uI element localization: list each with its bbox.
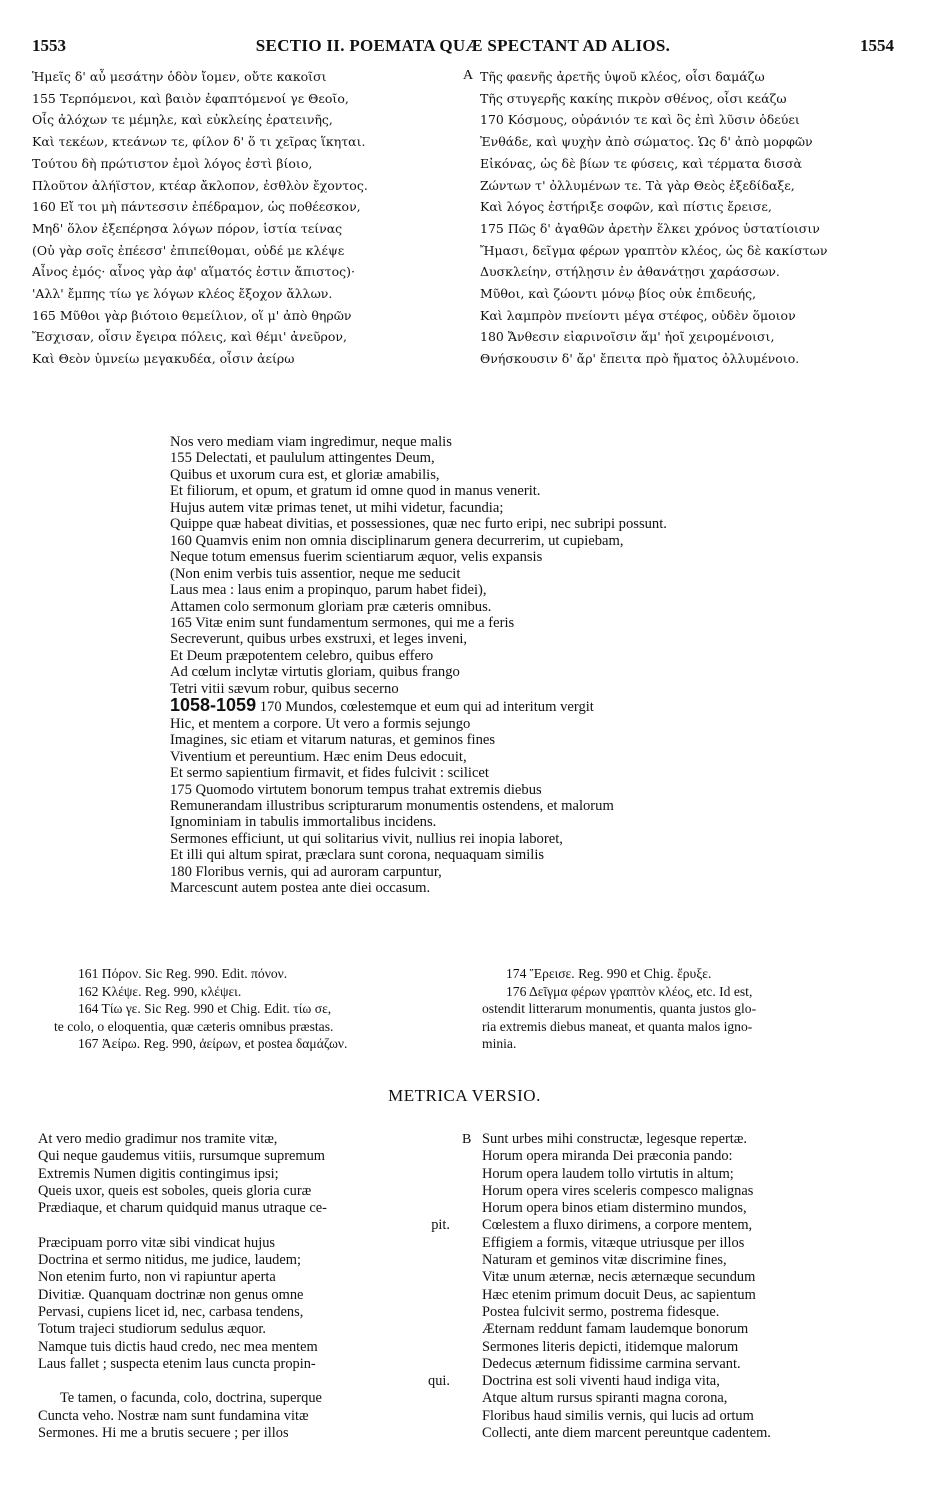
metric-left-line: Præcipuam porro vitæ sibi vindicat hujus: [38, 1234, 276, 1251]
metric-right-line: Floribus haud similis vernis, qui lucis ad ortum: [482, 1407, 754, 1424]
metric-right-line: Collecti, ante diem marcent pereuntque cadentem.: [482, 1425, 771, 1442]
greek-right-line: Θνήσκουσιν δ' ἄρ' ἔπειτα πρὸ ἤματος ὀλλυμένοιο.: [480, 351, 800, 367]
metric-left-line: Queis uxor, queis est soboles, queis gloria curæ: [38, 1182, 312, 1199]
metric-right-line: Hæc etenim primum docuit Deus, ac sapientum: [482, 1286, 756, 1303]
metric-left-line: Extremis Numen digitis contingimus ipsi;: [38, 1165, 279, 1182]
latin-line: Quibus et uxorum cura est, et gloriæ amabilis,: [170, 466, 440, 483]
greek-left-line: 160 Εἴ τοι μὴ πάντεσσιν ἐπέδραμον, ὡς ποθέεσκον,: [32, 199, 361, 215]
section-heading: SECTIO II. POEMATA QUÆ SPECTANT AD ALIOS.: [255, 36, 671, 55]
latin-line: Et Deum præpotentem celebro, quibus effero: [170, 647, 434, 664]
greek-left-line: (Οὐ γὰρ σοῖς ἐπέεσσ' ἐπιπείθομαι, οὐδέ με κλέψε: [32, 242, 345, 258]
notes-right-line: 176 Δεῖγμα φέρων γραπτὸν κλέος, etc. Id est,: [506, 983, 753, 999]
metric-left-line: Divitiæ. Quanquam doctrinæ non genus omne: [38, 1286, 304, 1303]
footnotes-right: [482, 965, 902, 1053]
latin-line: Hujus autem vitæ primas tenet, ut mihi videtur, facundia;: [170, 499, 504, 516]
metric-left-line: Namque tuis dictis haud credo, nec mea mentem: [38, 1338, 318, 1355]
latin-line: (Non enim verbis tuis assentior, neque me seducit: [170, 565, 461, 582]
greek-right-line: Δυσκλείην, στήλῃσιν ἐν ἀθανάτῃσι χαράσσων.: [480, 264, 780, 280]
metric-right-line: Æternam reddunt famam laudemque bonorum: [482, 1321, 749, 1338]
notes-right-line: 174 Ἔρεισε. Reg. 990 et Chig. ἔρυξε.: [506, 966, 712, 981]
latin-line: Viventium et pereuntium. Hæc enim Deus edocuit,: [170, 748, 467, 765]
greek-right-line: Καὶ λόγος ἐστήριξε σοφῶν, καὶ πίστις ἔρεισε,: [480, 199, 772, 215]
greek-left-line: Πλοῦτον ἀλήϊστον, κτέαρ ἄκλοπον, ἐσθλὸν ἔχοντος.: [32, 177, 368, 193]
latin-line: Attamen colo sermonum gloriam præ cæteris omnibus.: [170, 598, 492, 615]
latin-translation: [170, 434, 870, 897]
notes-right-line: ostendit litterarum monumentis, quanta justos glo-: [482, 1001, 757, 1016]
greek-right-line: Ἤμασι, δεῖγμα φέρων γραπτὸν κλέος, ὡς δὲ κακίστων: [480, 242, 828, 258]
metric-right-line: Horum opera binos etiam disterminο mundos,: [482, 1200, 747, 1217]
margin-letter-b: B: [462, 1132, 472, 1147]
metric-left-line: Pervasi, cupiens licet id, nec, carbasa tendens,: [38, 1303, 304, 1320]
latin-line: Remunerandam illustribus scripturarum monumentis ostendens, et malorum: [170, 797, 614, 814]
metric-left-line: Prædiaque, et charum quidquid manus utraque ce-: [38, 1200, 327, 1217]
greek-text-left-column: [32, 66, 457, 370]
greek-right-line: Εἰκόνας, ὡς δὲ βίων τε φύσεις, καὶ τέρματα δισσὰ: [480, 155, 802, 171]
latin-line: Tetri vitii sævum robur, quibus secerno: [170, 680, 399, 697]
metric-left-line: Te tamen, o facunda, colo, doctrina, superque: [60, 1390, 322, 1407]
notes-left-line: 161 Πόρον. Sic Reg. 990. Edit. πόνον.: [78, 966, 288, 981]
metric-right-line: Sermones literis depicti, itidemque malorum: [482, 1338, 739, 1355]
greek-text-right-column: [480, 66, 900, 370]
metric-left-line: Totum trajeci studiorum sedulus æquor.: [38, 1321, 267, 1338]
latin-line: Sermones efficiunt, ut qui solitarius vivit, nullius rei inopia laboret,: [170, 830, 563, 847]
latin-line: Et sermo sapientium firmavit, et fides fulcivit : scilicet: [170, 765, 489, 782]
greek-right-line: Καὶ λαμπρὸν πνείοντι μέγα στέφος, οὐδὲν ὅμοιον: [480, 307, 796, 323]
metric-left-line: Cuncta veho. Nostræ nam sunt fundamina vitæ: [38, 1407, 309, 1424]
greek-right-line: Ζώντων τ' ὀλλυμένων τε. Τὰ γὰρ Θεὸς ἐξεδίδαξε,: [480, 177, 795, 193]
greek-left-line: 'Αλλ' ἔμπης τίω γε λόγων κλέος ἔξοχον ἄλλων.: [32, 286, 333, 302]
greek-left-line: Ἡμεῖς δ' αὖ μεσάτην ὁδὸν ἴομεν, οὔτε κακοῖσι: [32, 69, 327, 84]
greek-right-line: 175 Πῶς δ' ἀγαθῶν ἀρετὴν ἕλκει χρόνος ὑστατίοισιν: [480, 220, 820, 236]
greek-left-line: Καὶ Θεὸν ὑμνείω μεγακυδέα, οἷσιν ἀείρω: [32, 351, 295, 367]
metric-left-line: pit.: [431, 1217, 450, 1234]
metric-right-line: Dedecus æternum fidissime carmina servant.: [482, 1355, 741, 1372]
greek-right-line: 180 Ἄνθεσιν εἰαρινοῖσιν ἅμ' ἠοῖ χειρομένοισι,: [480, 329, 775, 345]
latin-line: Et filiorum, et opum, et gratum id omne quod in manus venerit.: [170, 483, 541, 500]
page-number-left: 1553: [32, 36, 66, 55]
metric-right-line: Atque altum rursus spiranti magna corona,: [482, 1390, 728, 1407]
metrical-version-right: [482, 1131, 902, 1442]
metric-right-line: Sunt urbes mihi constructæ, legesque repertæ.: [482, 1131, 747, 1147]
greek-left-line: 165 Μῦθοι γὰρ βιότοιο θεμείλιον, οἵ μ' ἀπὸ θηρῶν: [32, 307, 352, 323]
footnotes-left: [54, 965, 464, 1053]
metric-right-line: Horum opera miranda Dei præconia pando:: [482, 1148, 733, 1165]
metric-right-line: Cœlestem a fluxo dirimens, a corpore mentem,: [482, 1217, 753, 1234]
metric-right-line: Effigiem a formis, vitæque utriusque per illos: [482, 1234, 745, 1251]
greek-right-line: Τῆς στυγερῆς κακίης πικρὸν σθένος, οἷσι κεάζω: [480, 90, 787, 106]
latin-line: Neque totum emensus fuerim scientiarum æquor, velis expansis: [170, 549, 543, 566]
notes-right-line: ria extremis diebus maneat, et quanta malos igno-: [482, 1018, 753, 1034]
margin-letter-a: A: [463, 68, 474, 83]
latin-line: Laus mea : laus enim a propinquo, parum habet fidei),: [170, 582, 487, 599]
notes-left-line: 162 Κλέψε. Reg. 990, κλέψει.: [78, 983, 242, 999]
page-number-right: 1554: [860, 36, 894, 55]
column-number: 1058-1059: [170, 695, 257, 716]
metrica-versio-title: METRICA VERSIO.: [388, 1086, 541, 1105]
metric-right-line: Horum opera laudem tollo virtutis in altum;: [482, 1165, 734, 1182]
latin-line: Marcescunt autem postea ante diei occasum.: [170, 880, 431, 897]
metrical-version-left: [38, 1131, 458, 1442]
greek-left-line: Ἔσχισαν, οἷσιν ἔγειρα πόλεις, καὶ θέμι' ἀνεῦρον,: [32, 329, 347, 345]
latin-line: Secreverunt, quibus urbes exstruxi, et leges inveni,: [170, 631, 468, 648]
latin-line: Imagines, sic etiam et vitarum naturas, et geminos fines: [170, 732, 496, 749]
metric-left-line: Qui neque gaudemus vitiis, rursumque supremum: [38, 1148, 325, 1165]
greek-left-line: Αἶνος ἐμός· αἶνος γὰρ ἀφ' αἵματός ἐστιν ἄπιστος)·: [32, 264, 355, 280]
greek-right-line: Τῆς φαενῆς ἀρετῆς ὑψοῦ κλέος, οἷσι δαμάζω: [480, 69, 765, 84]
metric-right-line: Doctrina est soli viventi haud indiga vita,: [482, 1373, 720, 1390]
metric-right-line: Postea fulcivit sermo, postrema fidesque.: [482, 1303, 720, 1320]
latin-line: Quippe quæ habeat divitias, et possessiones, quæ nec furto eripi, nec subripi possunt.: [170, 516, 667, 533]
metric-right-line: Vitæ unum æternæ, necis æternæque secundum: [482, 1269, 756, 1286]
metric-left-line: Sermones. Hi me a brutis secuere ; per illos: [38, 1425, 289, 1442]
greek-right-line: 170 Κόσμους, οὐράνιόν τε καὶ ὃς ἐπὶ λῦσιν ὁδεύει: [480, 112, 800, 128]
metric-left-line: Doctrina et sermo nitidus, me judice, laudem;: [38, 1252, 301, 1269]
latin-line: Ad cœlum inclytæ virtutis gloriam, quibus frango: [170, 664, 460, 681]
latin-line: Hic, et mentem a corpore. Ut vero a formis sejungo: [170, 715, 471, 732]
metric-left-line: Non etenim furto, non vi rapiuntur aperta: [38, 1269, 276, 1286]
greek-left-line: Καὶ τεκέων, κτεάνων τε, φίλον δ' ὅ τι χεῖρας ἵκηται.: [32, 134, 366, 150]
running-header: [32, 36, 894, 58]
greek-right-line: Ἐνθάδε, καὶ ψυχὴν ἀπὸ σώματος. Ὡς δ' ἀπὸ μορφῶν: [480, 134, 813, 150]
metric-left-line: qui.: [428, 1373, 450, 1390]
metric-left-line: At vero medio gradimur nos tramite vitæ,: [38, 1131, 278, 1147]
latin-line: [170, 697, 870, 715]
latin-line: 160 Quamvis enim non omnia disciplinarum genera decurrerim, ut cupiebam,: [170, 532, 624, 549]
latin-line: 180 Floribus vernis, qui ad auroram carpuntur,: [170, 863, 442, 880]
notes-left-line: 164 Τίω γε. Sic Reg. 990 et Chig. Edit. τίω σε,: [78, 1001, 332, 1016]
latin-line: 155 Delectati, et paululum attingentes Deum,: [170, 450, 435, 467]
latin-line: Ignominiam in tabulis immortalibus incidens.: [170, 814, 437, 831]
greek-left-line: Οἷς ἀλόχων τε μέμηλε, καὶ εὐκλείης ἐρατεινῆς,: [32, 112, 333, 128]
notes-left-line: te colo, o eloquentia, quæ cæteris omnibus præstas.: [54, 1018, 334, 1034]
greek-right-line: Μῦθοι, καὶ ζώοντι μόνῳ βίος οὐκ ἐπιδευής,: [480, 286, 757, 302]
greek-left-line: 155 Τερπόμενοι, καὶ βαιὸν ἐφαπτόμενοί γε Θεοῖο,: [32, 90, 349, 106]
metric-right-line: Horum opera vires sceleris compesco malignas: [482, 1182, 754, 1199]
metric-right-line: Naturam et geminos vitæ discrimine fines,: [482, 1252, 727, 1269]
notes-right-line: minia.: [482, 1036, 517, 1051]
greek-left-line: Μηδ' ὅλον ἐξεπέρησα λόγων πόρον, ἱστία τείνας: [32, 220, 343, 236]
greek-left-line: Τούτου δὴ πρώτιστον ἐμοὶ λόγος ἐστὶ βίοιο,: [32, 155, 313, 171]
latin-line: Nos vero mediam viam ingredimur, neque malis: [170, 434, 452, 450]
metric-left-line: Laus fallet ; suspecta etenim laus cuncta propin-: [38, 1355, 316, 1372]
latin-line: 165 Vitæ enim sunt fundamentum sermones, qui me a feris: [170, 614, 515, 631]
notes-left-line: 167 Ἀείρω. Reg. 990, ἀείρων, et postea δαμάζων.: [78, 1036, 348, 1051]
latin-line: 175 Quomodo virtutem bonorum tempus trahat extremis diebus: [170, 781, 542, 798]
latin-line-text: 170 Mundos, cœlestemque et eum qui ad interitum vergit: [259, 699, 594, 716]
latin-line: Et illi qui altum spirat, præclara sunt corona, nequaquam similis: [170, 847, 545, 864]
